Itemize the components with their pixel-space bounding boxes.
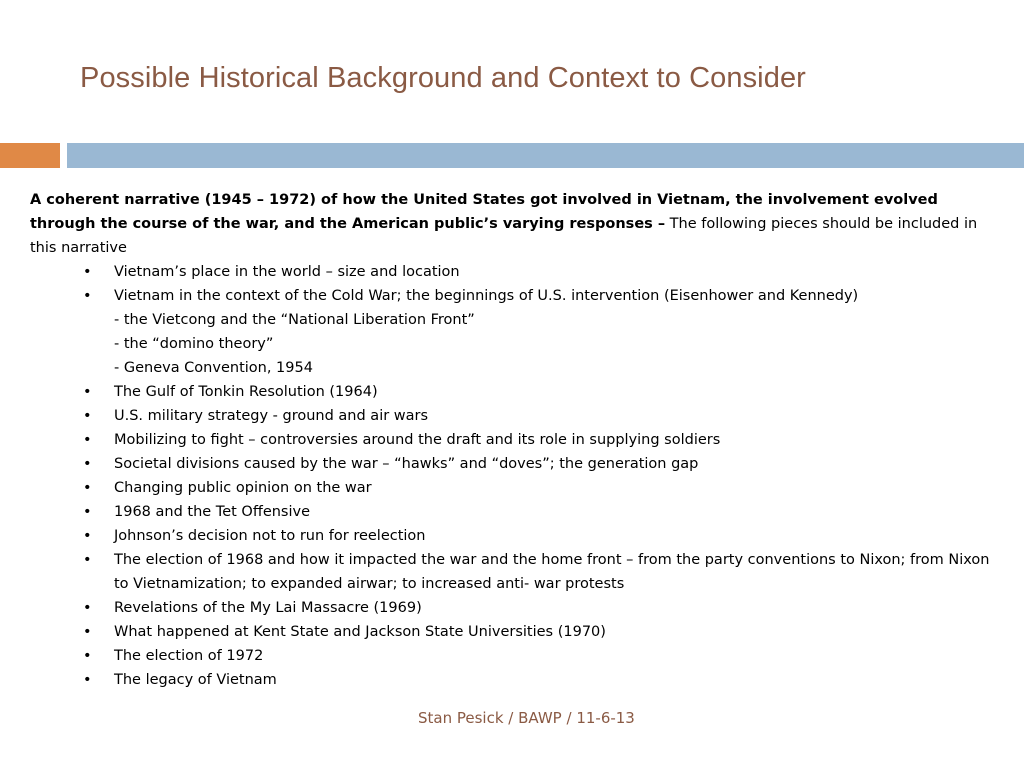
bullet-glyph: • bbox=[83, 384, 92, 400]
list-item bbox=[30, 620, 990, 644]
bullet-glyph: • bbox=[83, 408, 92, 424]
list-item bbox=[30, 524, 990, 548]
bullet-glyph: • bbox=[83, 456, 92, 472]
bullet-glyph: • bbox=[83, 648, 92, 664]
list-item bbox=[30, 452, 990, 476]
list-item-text: What happened at Kent State and Jackson State Universities (1970) bbox=[114, 624, 606, 640]
sub-list-item-text: - Geneva Convention, 1954 bbox=[114, 360, 313, 376]
bullet-glyph: • bbox=[83, 432, 92, 448]
list-item-text: The Gulf of Tonkin Resolution (1964) bbox=[114, 384, 378, 400]
intro-paragraph bbox=[30, 188, 990, 260]
sub-list-item bbox=[30, 332, 990, 356]
list-item bbox=[30, 476, 990, 500]
list-item-text: Societal divisions caused by the war – “hawks” and “doves”; the generation gap bbox=[114, 456, 699, 472]
bullet-list bbox=[30, 260, 990, 692]
bullet-glyph: • bbox=[83, 264, 92, 280]
list-item bbox=[30, 596, 990, 620]
bullet-glyph: • bbox=[83, 504, 92, 520]
bullet-glyph: • bbox=[83, 600, 92, 616]
slide-title: Possible Historical Background and Context to Consider bbox=[80, 62, 806, 94]
list-item-text: The legacy of Vietnam bbox=[114, 672, 277, 688]
bullet-glyph: • bbox=[83, 288, 92, 304]
sub-list-item bbox=[30, 356, 990, 380]
list-item bbox=[30, 380, 990, 404]
list-item bbox=[30, 500, 990, 524]
list-item bbox=[30, 428, 990, 452]
list-item bbox=[30, 644, 990, 668]
list-item-text: Vietnam’s place in the world – size and location bbox=[114, 264, 460, 280]
bullet-glyph: • bbox=[83, 528, 92, 544]
bullet-glyph: • bbox=[83, 480, 92, 496]
list-item-text: Johnson’s decision not to run for reelection bbox=[114, 528, 426, 544]
slide-body bbox=[30, 188, 990, 692]
sub-list-item-text: - the Vietcong and the “National Liberation Front” bbox=[114, 312, 475, 328]
list-item bbox=[30, 548, 990, 596]
list-item-text: 1968 and the Tet Offensive bbox=[114, 504, 311, 520]
bullet-glyph: • bbox=[83, 624, 92, 640]
sub-list-item bbox=[30, 308, 990, 332]
intro-normal-text: The following pieces should be included in this narrative bbox=[30, 216, 978, 256]
list-item-text: Revelations of the My Lai Massacre (1969) bbox=[114, 600, 422, 616]
list-item-text: U.S. military strategy - ground and air wars bbox=[114, 408, 429, 424]
list-item-text: The election of 1972 bbox=[114, 648, 264, 664]
accent-band-orange bbox=[0, 143, 60, 168]
bullet-glyph: • bbox=[83, 552, 92, 568]
list-item bbox=[30, 260, 990, 284]
list-item-text: Changing public opinion on the war bbox=[114, 480, 372, 496]
slide-footer: Stan Pesick / BAWP / 11-6-13 bbox=[418, 709, 635, 727]
list-item bbox=[30, 668, 990, 692]
sub-list-item-text: - the “domino theory” bbox=[114, 336, 274, 352]
list-item bbox=[30, 404, 990, 428]
accent-band-blue bbox=[67, 143, 1024, 168]
list-item-text: The election of 1968 and how it impacted the war and the home front – from the party conventions to Nixon; from Nixon to Vietnamization; to expanded airwar; to increased anti- war protests bbox=[114, 552, 990, 592]
bullet-glyph: • bbox=[83, 672, 92, 688]
list-item-text: Mobilizing to fight – controversies around the draft and its role in supplying soldiers bbox=[114, 432, 721, 448]
list-item bbox=[30, 284, 990, 308]
list-item-text: Vietnam in the context of the Cold War; the beginnings of U.S. intervention (Eisenhower and Kennedy) bbox=[114, 288, 859, 304]
intro-bold-text: A coherent narrative (1945 – 1972) of how the United States got involved in Vietnam, the involvement evolved through the course of the war, and the American public’s varying responses – bbox=[30, 192, 938, 232]
